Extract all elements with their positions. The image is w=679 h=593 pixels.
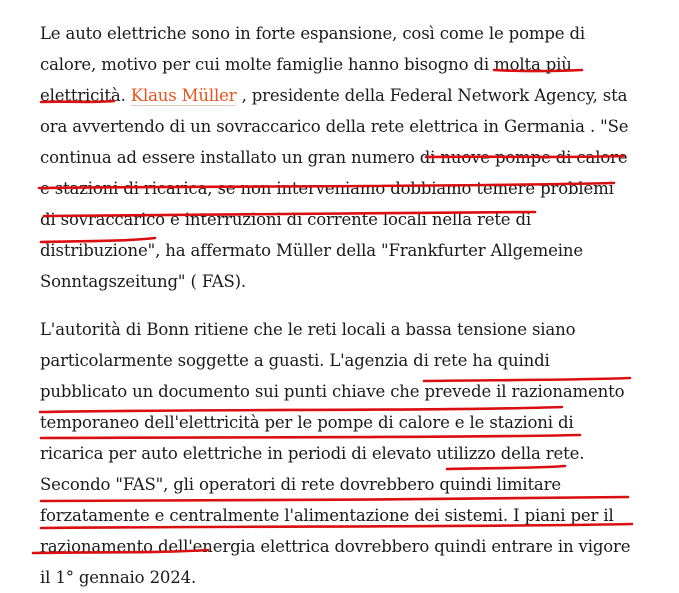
article-body — [40, 18, 679, 593]
text-line: Sonntagszeitung" ( FAS). — [40, 272, 247, 291]
text-line: calore, motivo per cui molte famiglie hanno bisogno di molta più — [40, 55, 572, 74]
text-line: il 1° gennaio 2024. — [40, 568, 197, 587]
text-fragment: elettricità. — [40, 86, 131, 105]
text-line: forzatamente e centralmente l'alimentazione dei sistemi. I piani per il — [40, 506, 614, 525]
text-line: di sovraccarico e interruzioni di corrente locali nella rete di — [40, 210, 532, 229]
text-line — [40, 80, 679, 111]
text-line: particolarmente soggette a guasti. L'agenzia di rete ha quindi — [40, 351, 550, 370]
text-line: ora avvertendo di un sovraccarico della rete elettrica in Germania . "Se — [40, 117, 629, 136]
text-fragment: , presidente della Federal Network Agency, sta — [236, 86, 628, 105]
text-line: continua ad essere installato un gran numero di nuove pompe di calore — [40, 148, 628, 167]
text-line: pubblicato un documento sui punti chiave che prevede il razionamento — [40, 382, 625, 401]
text-line: temporaneo dell'elettricità per le pompe di calore e le stazioni di — [40, 413, 574, 432]
klaus-muller-link[interactable]: Klaus Müller — [130, 86, 237, 105]
text-line: Le auto elettriche sono in forte espansione, così come le pompe di — [40, 24, 586, 43]
paragraph-2 — [40, 314, 679, 593]
text-line: distribuzione", ha affermato Müller della "Frankfurter Allgemeine — [40, 241, 583, 260]
text-line: razionamento dell'energia elettrica dovrebbero quindi entrare in vigore — [40, 537, 631, 556]
text-line: ricarica per auto elettriche in periodi di elevato utilizzo della rete. — [40, 444, 585, 463]
text-line: L'autorità di Bonn ritiene che le reti locali a bassa tensione siano — [40, 320, 576, 339]
text-line: e stazioni di ricarica, se non interveniamo dobbiamo temere problemi — [40, 179, 614, 198]
paragraph-1 — [40, 18, 679, 297]
text-line: Secondo "FAS", gli operatori di rete dovrebbero quindi limitare — [40, 475, 561, 494]
